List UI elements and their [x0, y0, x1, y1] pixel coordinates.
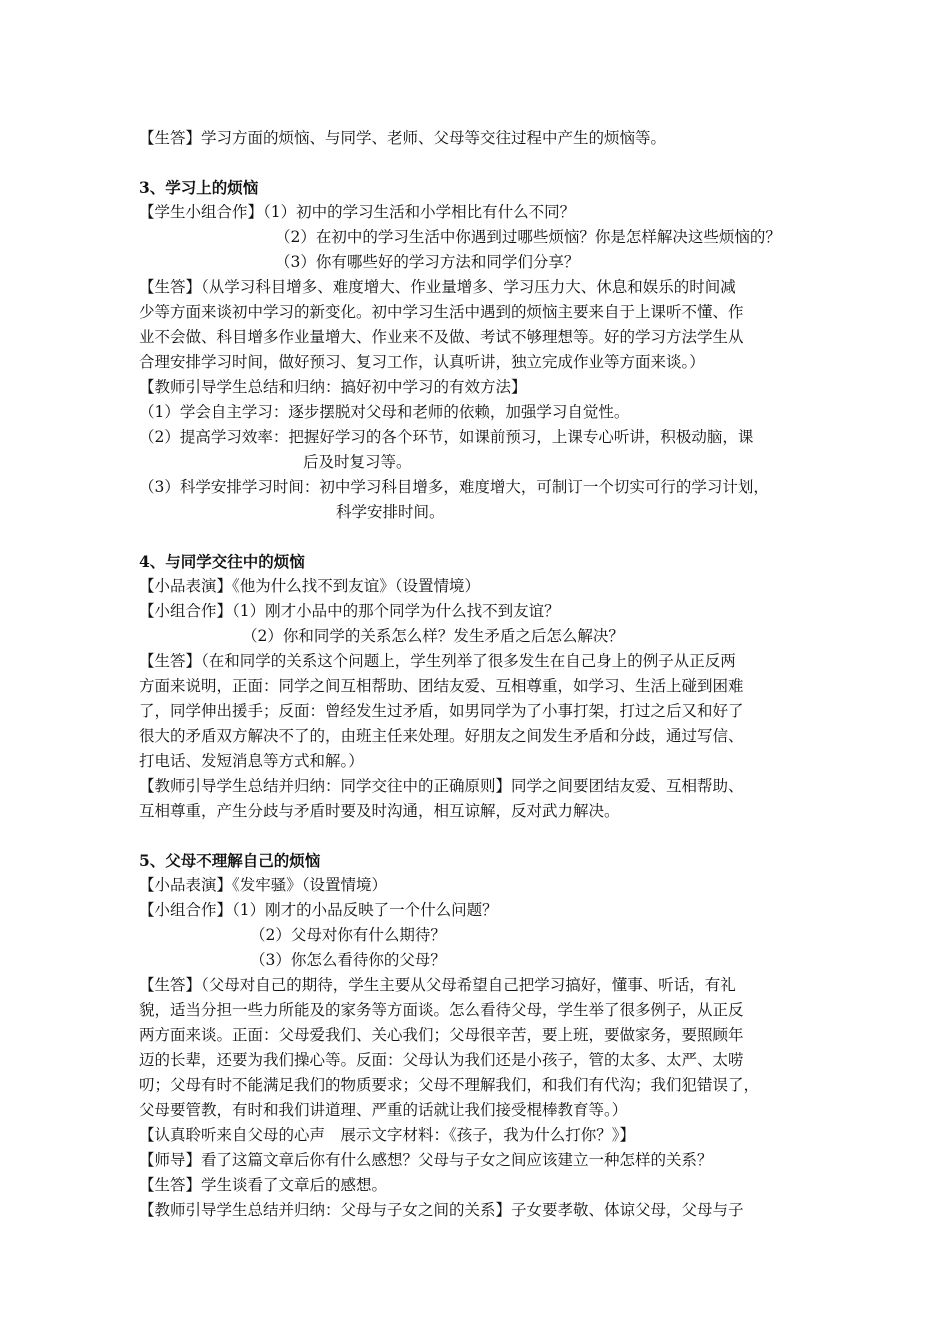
answer-line: 叨；父母有时不能满足我们的物质要求；父母不理解我们，和我们有代沟；我们犯错误了， — [139, 1076, 760, 1094]
method-line: （1）学会自主学习：逐步摆脱对父母和老师的依赖，加强学习自觉性。 — [139, 403, 630, 421]
answer-line: 【生答】（在和同学的关系这个问题上，学生列举了很多发生在自己身上的例子从正反两 — [139, 652, 736, 670]
skit-line: 【小品表演】《发牢骚》（设置情境） — [139, 876, 388, 894]
group-task-line: 【小组合作】（1）刚才的小品反映了一个什么问题？ — [139, 901, 498, 919]
answer-line: 【生答】学生谈看了文章后的感想。 — [139, 1176, 388, 1194]
material-line: 【认真聆听来自父母的心声 展示文字材料：《孩子，我为什么打你？》】 — [139, 1126, 636, 1144]
section-heading-3: 3、学习上的烦恼 — [139, 178, 259, 197]
answer-line: 【生答】（从学习科目增多、难度增大、作业量增多、学习压力大、休息和娱乐的时间减 — [139, 278, 736, 296]
method-line: （3）科学安排学习时间：初中学习科目增多，难度增大，可制订一个切实可行的学习计划， — [139, 478, 769, 496]
teacher-guide-line: 【师导】看了这篇文章后你有什么感想？父母与子女之间应该建立一种怎样的关系？ — [139, 1151, 713, 1169]
group-task-line: （2）父母对你有什么期待？ — [250, 926, 446, 944]
section-heading-4: 4、与同学交往中的烦恼 — [139, 552, 305, 571]
group-task-line: 【学生小组合作】（1）初中的学习生活和小学相比有什么不同？ — [139, 203, 576, 221]
method-line: 科学安排时间。 — [336, 503, 445, 521]
answer-line: 迈的长辈，还要为我们操心等。反面：父母认为我们还是小孩子，管的太多、太严、太唠 — [139, 1051, 744, 1069]
answer-line: 很大的矛盾双方解决不了的，由班主任来处理。好朋友之间发生矛盾和分歧，通过写信、 — [139, 727, 744, 745]
summary-line: 【教师引导学生总结和归纳：搞好初中学习的有效方法】 — [139, 378, 527, 396]
group-task-line: （3）你怎么看待你的父母？ — [250, 951, 446, 969]
answer-line: 两方面来谈。正面：父母爱我们、关心我们；父母很辛苦，要上班，要做家务，要照顾年 — [139, 1026, 744, 1044]
section-heading-5: 5、父母不理解自己的烦恼 — [139, 851, 321, 870]
answer-line: 方面来说明，正面：同学之间互相帮助、团结友爱、互相尊重，如学习、生活上碰到困难 — [139, 677, 744, 695]
answer-line: 父母要管教，有时和我们讲道理、严重的话就让我们接受棍棒教育等。） — [139, 1101, 628, 1119]
answer-line: 【生答】（父母对自己的期待，学生主要从父母希望自己把学习搞好，懂事、听话，有礼 — [139, 976, 736, 994]
summary-line: 【教师引导学生总结并归纳：同学交往中的正确原则】同学之间要团结友爱、互相帮助、 — [139, 777, 744, 795]
method-line: （2）提高学习效率：把握好学习的各个环节，如课前预习，上课专心听讲，积极动脑，课 — [139, 428, 754, 446]
answer-line: 业不会做、科目增多作业量增大、作业来不及做、考试不够理想等。好的学习方法学生从 — [139, 328, 744, 346]
group-task-line: （2）在初中的学习生活中你遇到过哪些烦恼？你是怎样解决这些烦恼的？ — [275, 228, 781, 246]
answer-line: 打电话、发短消息等方式和解。） — [139, 752, 364, 770]
method-line: 后及时复习等。 — [303, 453, 412, 471]
summary-line: 【教师引导学生总结并归纳：父母与子女之间的关系】子女要孝敬、体谅父母，父母与子 — [139, 1201, 744, 1219]
answer-line: 少等方面来谈初中学习的新变化。初中学习生活中遇到的烦恼主要来自于上课听不懂、作 — [139, 303, 744, 321]
group-task-line: （3）你有哪些好的学习方法和同学们分享？ — [275, 253, 580, 271]
skit-line: 【小品表演】《他为什么找不到友谊》（设置情境） — [139, 577, 481, 595]
summary-line: 互相尊重，产生分歧与矛盾时要及时沟通，相互谅解，反对武力解决。 — [139, 802, 620, 820]
answer-line: 【生答】学习方面的烦恼、与同学、老师、父母等交往过程中产生的烦恼等。 — [139, 129, 667, 147]
group-task-line: 【小组合作】（1）刚才小品中的那个同学为什么找不到友谊？ — [139, 602, 560, 620]
answer-line: 了，同学伸出援手；反面：曾经发生过矛盾，如男同学为了小事打架，打过之后又和好了 — [139, 702, 744, 720]
answer-line: 貌，适当分担一些力所能及的家务等方面谈。怎么看待父母，学生举了很多例子，从正反 — [139, 1001, 744, 1019]
group-task-line: （2）你和同学的关系怎么样？发生矛盾之后怎么解决？ — [242, 627, 624, 645]
answer-line: 合理安排学习时间，做好预习、复习工作，认真听讲，独立完成作业等方面来谈。） — [139, 353, 705, 371]
